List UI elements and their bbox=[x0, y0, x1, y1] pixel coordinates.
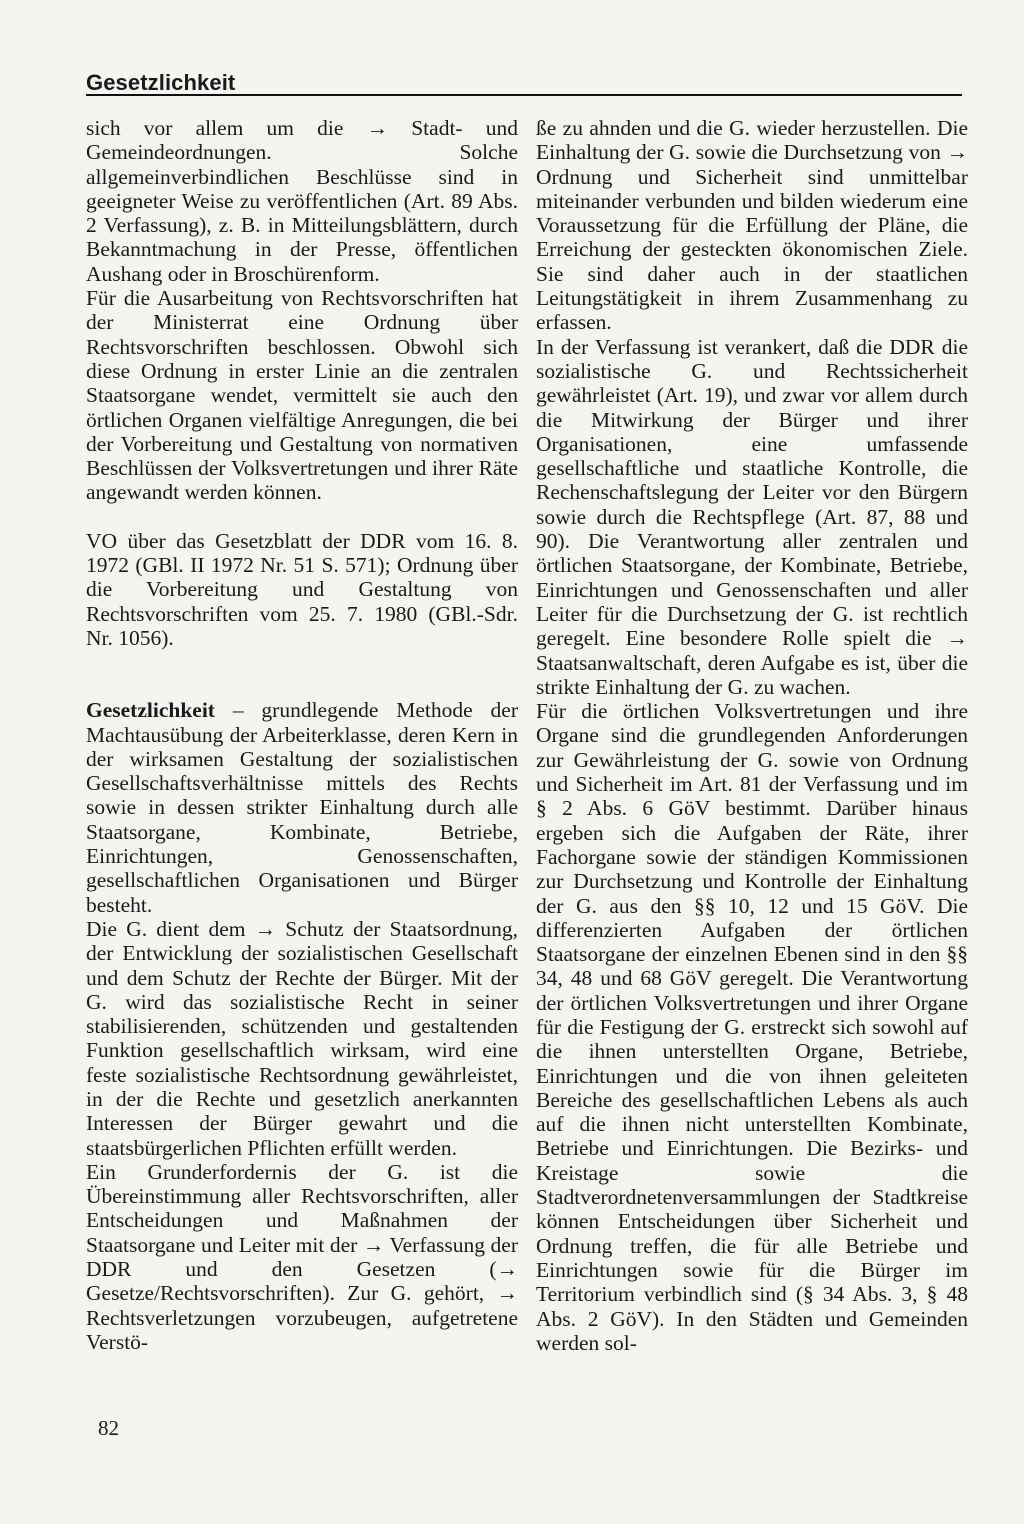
paragraph: Ein Grunderfordernis der G. ist die Übereinstimmung aller Rechtsvorschriften, aller Entscheidungen und Maßnahmen der Staatsorgane und Leiter mit der → Verfassung der DDR und den Gesetzen (→ Gesetze/Rechtsvorschriften). Zur G. gehört, → Rechtsverletzungen vorzubeugen, aufgetretene Verstö- bbox=[86, 1159, 518, 1354]
entry-definition: – grundlegende Methode der Machtausübung der Arbeiterklasse, deren Kern in der wirksamen Gestaltung der sozialistischen Gesellschaftsverhältnisse mittels des Rechts sowie in dessen strikter Einhaltung durch alle Staatsorgane, Kombinate, Betriebe, Einrichtungen, Genossenschaften, gesellschaftlichen Organisationen und Bürger besteht. bbox=[86, 698, 518, 917]
right-column bbox=[536, 116, 968, 1355]
left-column bbox=[86, 116, 518, 1354]
spacer bbox=[86, 505, 518, 529]
paragraph: Für die Ausarbeitung von Rechtsvorschriften hat der Ministerrat eine Ordnung über Rechtsvorschriften beschlossen. Obwohl sich diese Ordnung in erster Linie an die zentralen Staatsorgane wendet, vermittelt sie auch den örtlichen Organen vielfältige Anregungen, die bei der Vorbereitung und Gestaltung von normativen Beschlüssen der Volksvertretungen und ihrer Räte angewandt werden können. bbox=[86, 286, 518, 505]
entry-term: Gesetzlichkeit bbox=[86, 698, 215, 723]
paragraph: In der Verfassung ist verankert, daß die DDR die sozialistische G. und Rechtssicherheit gewährleistet (Art. 19), und zwar vor allem durch die Mitwirkung der Bürger und ihrer Organisationen, eine umfassende gesellschaftliche und staatliche Kontrolle, die Rechenschaftslegung der Leiter vor den Bürgern sowie durch die Rechtspflege (Art. 87, 88 und 90). Die Verantwortung aller zentralen und örtlichen Staatsorgane, der Kombinate, Betriebe, Einrichtungen und Genossenschaften und aller Leiter für die Durchsetzung der G. ist rechtlich geregelt. Eine besondere Rolle spielt die → Staatsanwaltschaft, deren Aufgabe es ist, über die strikte Einhaltung der G. zu wachen. bbox=[536, 334, 968, 699]
reference-paragraph: VO über das Gesetzblatt der DDR vom 16. 8. 1972 (GBl. II 1972 Nr. 51 S. 571); Ordnung über die Vorbereitung und Gestaltung von Rechtsvorschriften vom 25. 7. 1980 (GBl.-Sdr. Nr. 1056). bbox=[86, 528, 518, 650]
spacer bbox=[86, 650, 518, 698]
paragraph: Die G. dient dem → Schutz der Staatsordnung, der Entwicklung der sozialistischen Gesellschaft und dem Schutz der Rechte der Bürger. Mit der G. wird das sozialistische Recht in seiner stabilisierenden, schützenden und gestaltenden Funktion gesellschaftlich wirksam, wird eine feste sozialistische Rechtsordnung gewährleistet, in der die Rechte und gesetzlich anerkannten Interessen der Bürger gewahrt und die staatsbürgerlichen Pflichten erfüllt werden. bbox=[86, 916, 518, 1160]
paragraph: sich vor allem um die → Stadt- und Gemeindeordnungen. Solche allgemeinverbindlichen Beschlüsse sind in geeigneter Weise zu veröffentlichen (Art. 89 Abs. 2 Verfassung), z. B. in Mitteilungsblättern, durch Bekanntmachung in der Presse, öffentlichen Aushang oder in Broschürenform. bbox=[86, 116, 518, 286]
paragraph: Für die örtlichen Volksvertretungen und ihre Organe sind die grundlegenden Anforderungen zur Gewährleistung der G. sowie von Ordnung und Sicherheit im Art. 81 der Verfassung und im § 2 Abs. 6 GöV bestimmt. Darüber hinaus ergeben sich die Aufgaben der Räte, ihrer Fachorgane sowie der ständigen Kommissionen zur Durchsetzung und Kontrolle der Einhaltung der G. aus den §§ 10, 12 und 15 GöV. Die differenzierten Aufgaben der örtlichen Staatsorgane der einzelnen Ebenen sind in den §§ 34, 48 und 68 GöV geregelt. Die Verantwortung der örtlichen Volksvertretungen und ihrer Organe für die Festigung der G. erstreckt sich sowohl auf die ihnen unterstellten Organe, Betriebe, Einrichtungen und die von ihnen geleiteten Bereiche des gesellschaftlichen Lebens als auch auf die ihnen nicht unterstellten Kombinate, Betriebe und Einrichtungen. Die Bezirks- und Kreistage sowie die Stadtverordnetenversammlungen der Stadtkreise können Entscheidungen über Sicherheit und Ordnung treffen, die für alle Betriebe und Einrichtungen sowie für die Bürger im Territorium verbindlich sind (§ 34 Abs. 3, § 48 Abs. 2 GöV). In den Städten und Gemeinden werden sol- bbox=[536, 699, 968, 1355]
paragraph: ße zu ahnden und die G. wieder herzustellen. Die Einhaltung der G. sowie die Durchsetzung von → Ordnung und Sicherheit sind unmittelbar miteinander verbunden und bilden wiederum eine Voraussetzung für die Erfüllung der Pläne, die Erreichung der gesteckten ökonomischen Ziele. Sie sind daher auch in der staatlichen Leitungstätigkeit in ihrem Zusammenhang zu erfassen. bbox=[536, 116, 968, 335]
header-rule bbox=[86, 94, 962, 96]
page-number: 82 bbox=[98, 1416, 119, 1440]
page-header-title: Gesetzlichkeit bbox=[86, 70, 236, 95]
entry-paragraph bbox=[86, 698, 518, 917]
